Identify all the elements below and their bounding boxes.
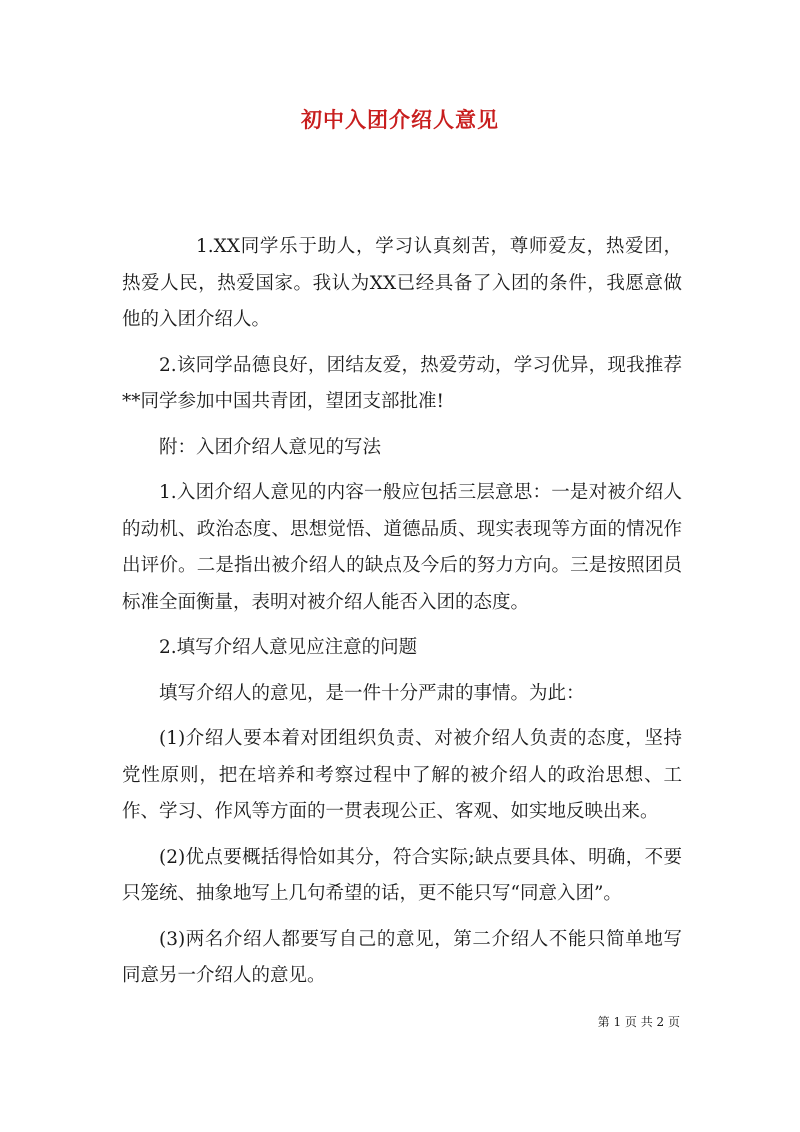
paragraph-1: 1.XX同学乐于助人，学习认真刻苦，尊师爱友，热爱团，热爱人民，热爱国家。我认为XX已经具备了入团的条件，我愿意做他的入团介绍人。 [122,236,682,330]
paragraph-3: 附：入团介绍人意见的写法 [159,436,382,458]
paragraph-9: (3)两名介绍人都要写自己的意见，第二介绍人不能只简单地写同意另一介绍人的意见。 [122,928,682,986]
document-title: 初中入团介绍人意见 [301,107,499,132]
page-number-footer: 第 1 页 共 2 页 [597,1015,680,1029]
paragraph-7: (1)介绍人要本着对团组织负责、对被介绍人负责的态度，坚持党性原则，把在培养和考察过程中了解的被介绍人的政治思想、工作、学习、作风等方面的一贯表现公正、客观、如实地反映出来。 [122,728,682,822]
paragraph-6: 填写介绍人的意见，是一件十分严肃的事情。为此： [159,682,585,704]
paragraph-5: 2.填写介绍人意见应注意的问题 [159,637,418,658]
document-body [122,229,682,1004]
paragraph-4: 1.入团介绍人意见的内容一般应包括三层意思：一是对被介绍人的动机、政治态度、思想觉悟、道德品质、现实表现等方面的情况作出评价。二是指出被介绍人的缺点及今后的努力方向。三是按照团员标准全面衡量，表明对被介绍人能否入团的态度。 [122,482,682,613]
paragraph-8: (2)优点要概括得恰如其分，符合实际;缺点要具体、明确，不要只笼统、抽象地写上几句希望的话，更不能只写“同意入团”。 [122,846,682,904]
paragraph-2: 2.该同学品德良好，团结友爱，热爱劳动，学习优异，现我推荐**同学参加中国共青团，望团支部批准! [122,354,682,412]
